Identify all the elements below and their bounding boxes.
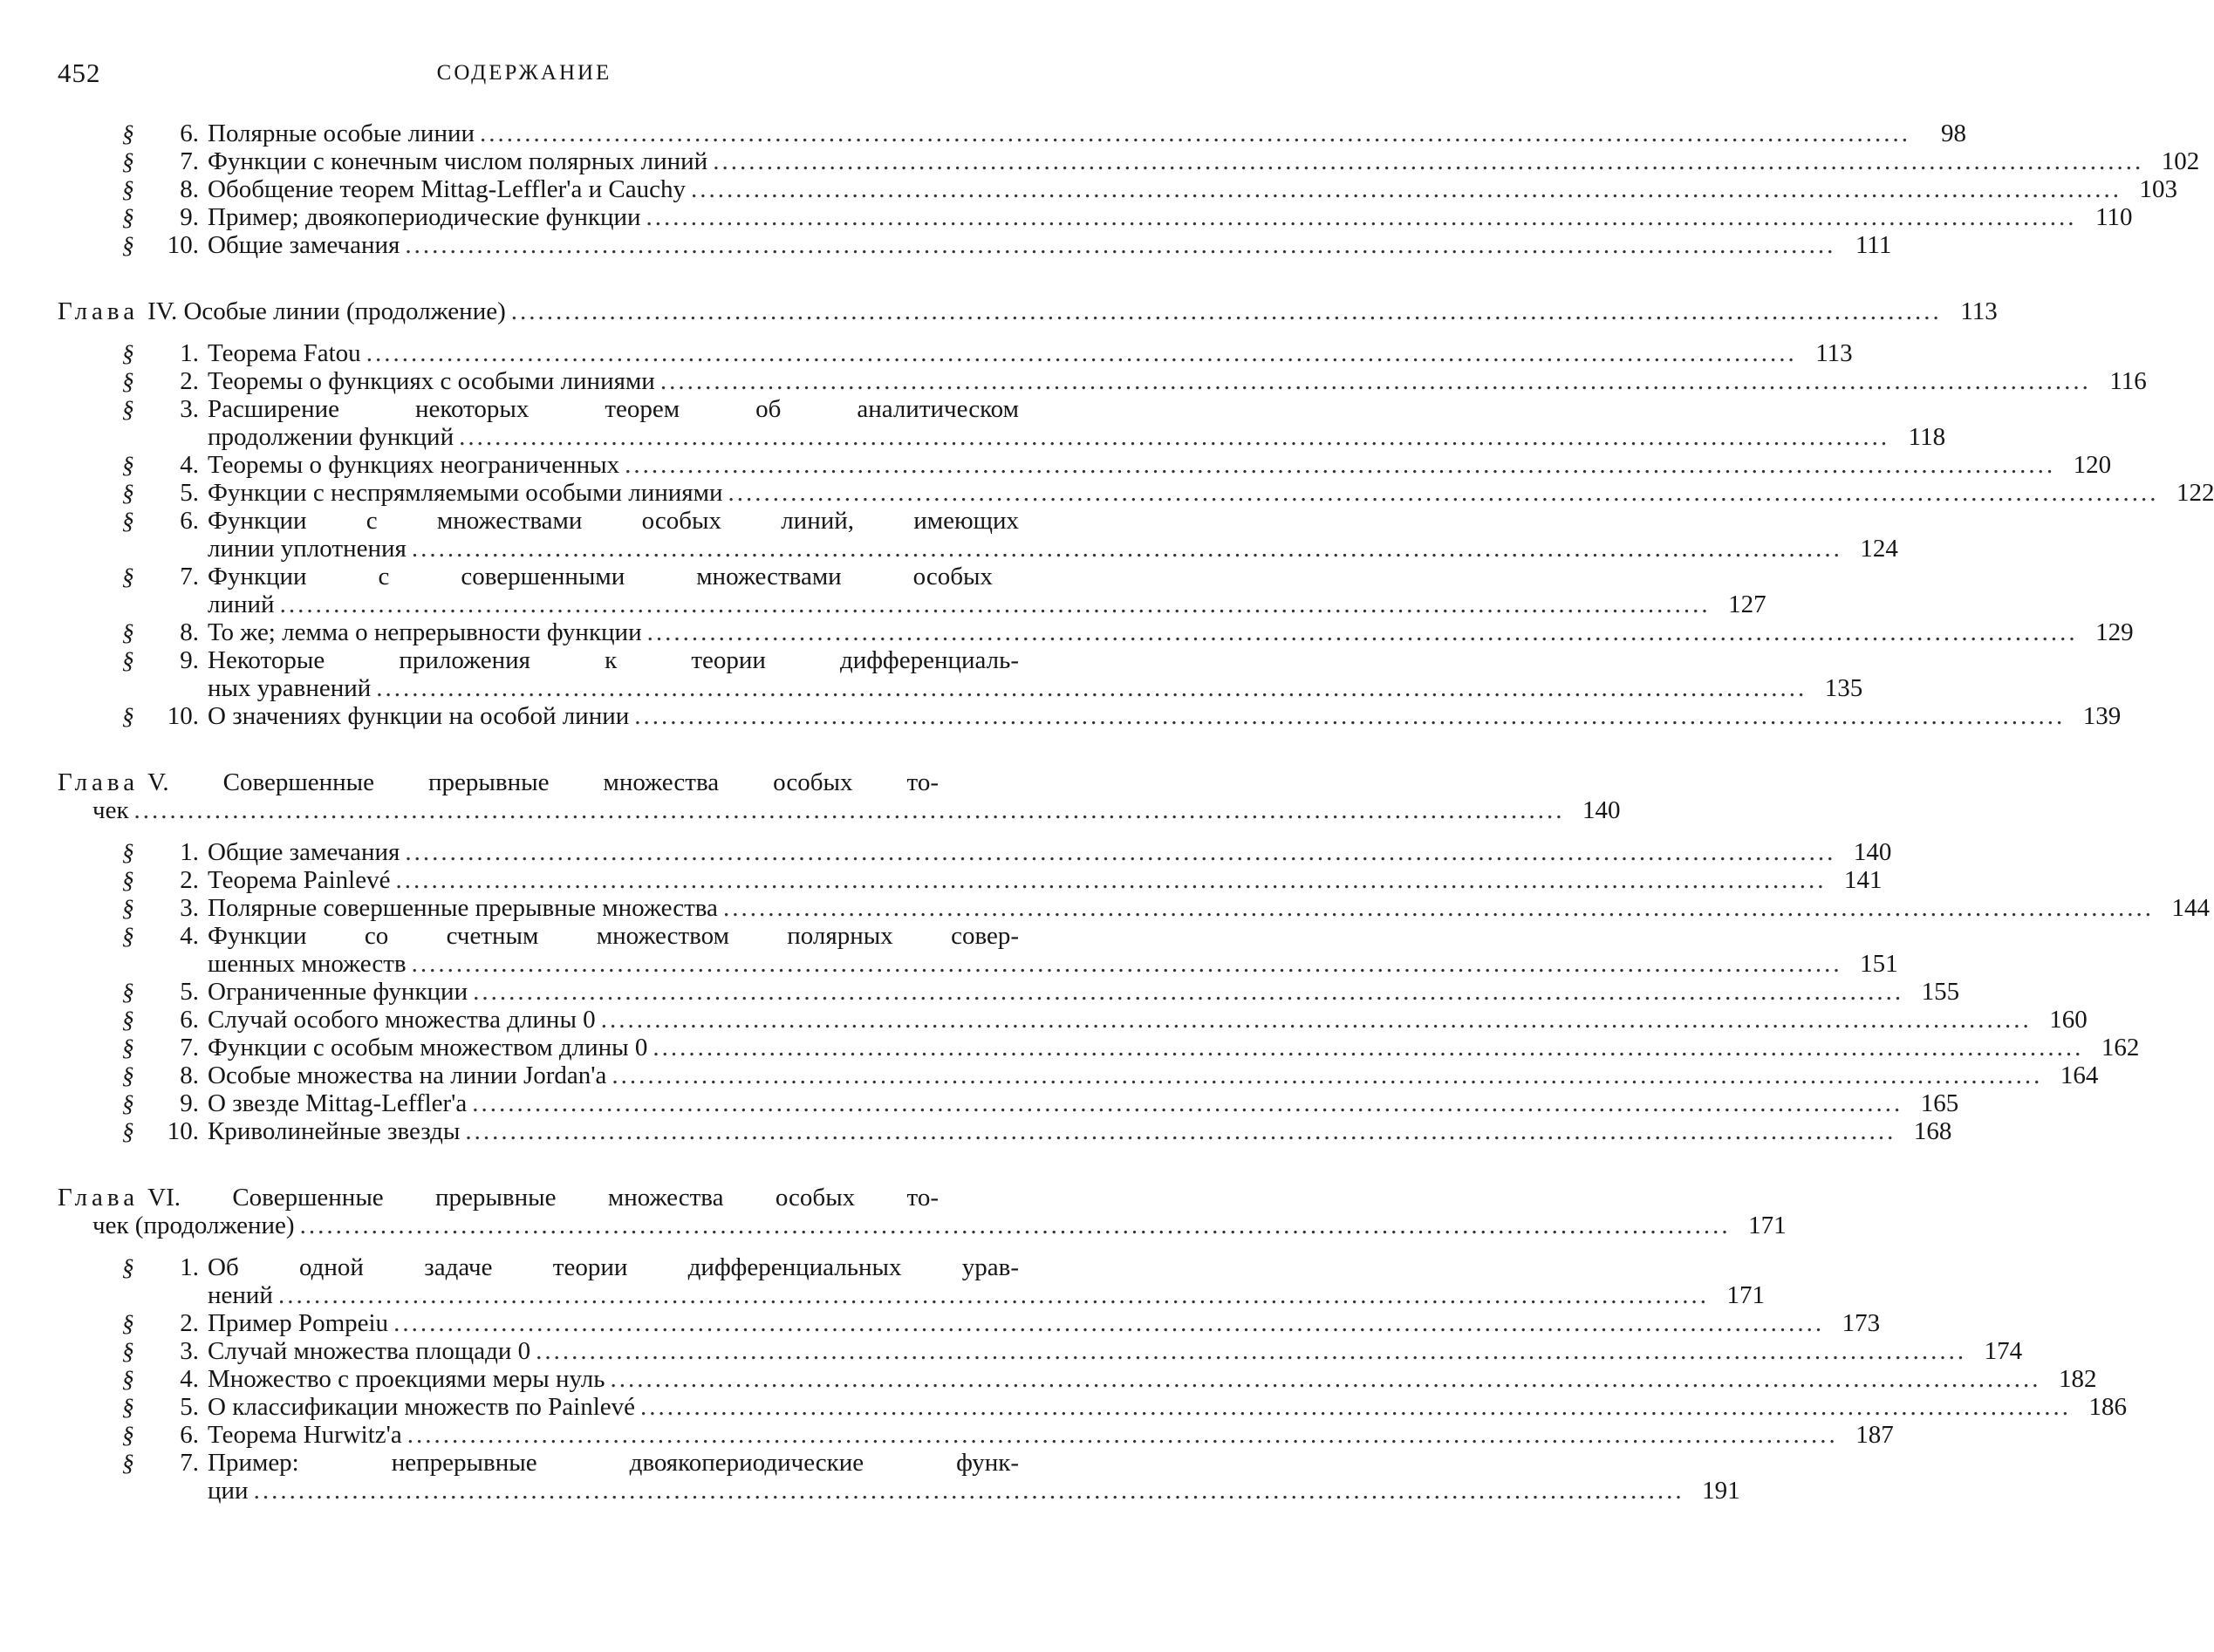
section-title: Теоремы о функциях неограниченных bbox=[208, 451, 620, 479]
section-title-line-1: Функции с множествами особых линий, имеющих bbox=[208, 507, 1019, 535]
toc-entry bbox=[58, 646, 1863, 702]
section-sign: § bbox=[122, 204, 134, 230]
section-sign: § bbox=[122, 979, 134, 1005]
section-number: 1. bbox=[180, 1253, 199, 1281]
leader-dots: ................................................................................................................................................................ bbox=[625, 451, 2056, 479]
section-number: 2. bbox=[180, 367, 199, 395]
chapter-word: Глава bbox=[58, 1184, 140, 1212]
chapter-title-line-2: чек bbox=[92, 796, 129, 824]
section-number: 9. bbox=[180, 1089, 199, 1117]
section-title-line-2: продолжении функций bbox=[208, 423, 454, 451]
page-ref: 102 bbox=[2161, 147, 2200, 175]
chapter-title: IV. Особые линии (продолжение) bbox=[147, 297, 506, 325]
section-title-line-2: линии уплотнения bbox=[208, 535, 407, 563]
section-title: Криволинейные звезды bbox=[208, 1117, 461, 1145]
section-number: 7. bbox=[180, 147, 199, 175]
leader-dots: ................................................................................................................................................................ bbox=[411, 950, 1842, 978]
toc-entry bbox=[58, 1062, 2099, 1089]
page-ref: 164 bbox=[2060, 1062, 2099, 1089]
page-ref: 191 bbox=[1702, 1477, 1740, 1505]
section-sign: § bbox=[122, 1007, 134, 1033]
toc-entry bbox=[58, 339, 1853, 367]
section-title: Обобщение теорем Mittag-Leffler'a и Cauchy bbox=[208, 175, 686, 203]
section-number: 7. bbox=[180, 563, 199, 590]
page-ref: 140 bbox=[1582, 796, 1621, 824]
page-header bbox=[58, 58, 991, 96]
section-sign: § bbox=[122, 508, 134, 534]
section-title-line-1: Расширение некоторых теорем об аналитическом bbox=[208, 395, 1019, 423]
leader-dots: ................................................................................................................................................................ bbox=[411, 535, 1842, 563]
section-number: 10. bbox=[167, 231, 199, 259]
leader-dots: ................................................................................................................................................................ bbox=[640, 1393, 2072, 1421]
page-ref: 155 bbox=[1921, 978, 1960, 1006]
section-number: 3. bbox=[180, 395, 199, 423]
section-title: Общие замечания bbox=[208, 231, 400, 259]
page-ref: 165 bbox=[1920, 1089, 1959, 1117]
section-sign: § bbox=[122, 1394, 134, 1420]
page-ref: 122 bbox=[2176, 479, 2214, 507]
page-ref: 171 bbox=[1748, 1212, 1787, 1239]
toc-entry bbox=[58, 147, 2200, 175]
section-number: 7. bbox=[180, 1449, 199, 1477]
page-ref: 144 bbox=[2171, 894, 2210, 922]
leader-dots: ................................................................................................................................................................ bbox=[536, 1337, 1967, 1365]
section-title-line-1: Функции со счетным множеством полярных совер- bbox=[208, 922, 1019, 950]
toc-entry bbox=[58, 1006, 2088, 1034]
table-of-contents bbox=[58, 119, 2214, 1505]
leader-dots: ................................................................................................................................................................ bbox=[646, 203, 2077, 231]
leader-dots: ................................................................................................................................................................ bbox=[395, 866, 1827, 894]
section-title-line-2: нений bbox=[208, 1281, 273, 1309]
section-title-line-2: ции bbox=[208, 1477, 249, 1505]
toc-entry bbox=[58, 231, 1892, 259]
chapter-title-line-2: чек (продолжение) bbox=[92, 1212, 295, 1239]
page-ref: 111 bbox=[1855, 231, 1892, 259]
section-title-line-2: линий bbox=[208, 590, 275, 618]
section-sign: § bbox=[122, 895, 134, 921]
leader-dots: ................................................................................................................................................................ bbox=[405, 231, 1836, 259]
section-sign: § bbox=[122, 563, 134, 590]
section-title: Теорема Fatou bbox=[208, 339, 361, 367]
section-number: 4. bbox=[180, 922, 199, 950]
section-title: Теорема Painlevé bbox=[208, 866, 391, 894]
section-title-line-2: шенных множеств bbox=[208, 950, 407, 978]
chapter-title-line-1: VI. Совершенные прерывные множества особых то- bbox=[147, 1184, 939, 1212]
page-ref: 103 bbox=[2139, 175, 2177, 203]
page-ref: 116 bbox=[2109, 367, 2147, 395]
leader-dots: ................................................................................................................................................................ bbox=[407, 1421, 1838, 1449]
leader-dots: ................................................................................................................................................................ bbox=[299, 1212, 1731, 1239]
leader-dots: ................................................................................................................................................................ bbox=[510, 297, 1942, 325]
section-sign: § bbox=[122, 480, 134, 506]
section-title: Множество с проекциями меры нуль bbox=[208, 1365, 605, 1393]
page-ref: 173 bbox=[1842, 1309, 1881, 1337]
section-sign: § bbox=[122, 1450, 134, 1476]
section-title: Пример Pompeiu bbox=[208, 1309, 389, 1337]
section-title-line-1: Об одной задаче теории дифференциальных урав- bbox=[208, 1253, 1019, 1281]
section-sign: § bbox=[122, 452, 134, 478]
chapter-title-line-1: V. Совершенные прерывные множества особых то- bbox=[147, 768, 939, 796]
page-ref: 141 bbox=[1844, 866, 1883, 894]
section-sign: § bbox=[122, 1118, 134, 1144]
section-title-line-1: Функции с совершенными множествами особых bbox=[208, 563, 993, 590]
page-ref: 129 bbox=[2095, 618, 2134, 646]
toc-entry bbox=[58, 894, 2210, 922]
section-title-line-1: Пример: непрерывные двоякопериодические функ- bbox=[208, 1449, 1019, 1477]
section-sign: § bbox=[122, 703, 134, 729]
section-title: Общие замечания bbox=[208, 838, 400, 866]
chapter-heading bbox=[58, 768, 1621, 824]
toc-entry bbox=[58, 395, 1946, 451]
toc-entry bbox=[58, 1337, 2023, 1365]
page-ref: 113 bbox=[1960, 297, 1998, 325]
section-number: 5. bbox=[180, 479, 199, 507]
toc-entry bbox=[58, 866, 1883, 894]
section-title-line-1: Некоторые приложения к теории дифференциаль- bbox=[208, 646, 1019, 674]
section-title: Функции с неспрямляемыми особыми линиями bbox=[208, 479, 723, 507]
leader-dots: ................................................................................................................................................................ bbox=[480, 119, 1911, 147]
toc-entry bbox=[58, 367, 2147, 395]
leader-dots: ................................................................................................................................................................ bbox=[465, 1117, 1896, 1145]
section-title: О звезде Mittag-Leffler'a bbox=[208, 1089, 468, 1117]
toc-entry bbox=[58, 479, 2214, 507]
section-number: 8. bbox=[180, 175, 199, 203]
toc-entry bbox=[58, 618, 2134, 646]
section-title: То же; лемма о непрерывности функции bbox=[208, 618, 642, 646]
toc-entry bbox=[58, 838, 1892, 866]
toc-entry bbox=[58, 922, 1898, 978]
section-number: 1. bbox=[180, 838, 199, 866]
section-title: Теорема Hurwitz'a bbox=[208, 1421, 402, 1449]
section-sign: § bbox=[122, 923, 134, 949]
section-sign: § bbox=[122, 1422, 134, 1448]
section-number: 2. bbox=[180, 1309, 199, 1337]
leader-dots: ................................................................................................................................................................ bbox=[279, 590, 1711, 618]
section-sign: § bbox=[122, 839, 134, 865]
chapter-3-tail bbox=[58, 119, 2200, 259]
page-ref: 124 bbox=[1860, 535, 1898, 563]
toc-entry bbox=[58, 507, 1898, 563]
section-number: 6. bbox=[180, 1421, 199, 1449]
page-ref: 151 bbox=[1860, 950, 1898, 978]
leader-dots: ................................................................................................................................................................ bbox=[600, 1006, 2032, 1034]
section-number: 6. bbox=[180, 1006, 199, 1034]
chapter-word: Глава bbox=[58, 297, 140, 325]
toc-entry bbox=[58, 1393, 2128, 1421]
section-sign: § bbox=[122, 120, 134, 147]
leader-dots: ................................................................................................................................................................ bbox=[472, 1089, 1903, 1117]
toc-entry bbox=[58, 1034, 2140, 1062]
section-sign: § bbox=[122, 1090, 134, 1116]
section-title: Теоремы о функциях с особыми линиями bbox=[208, 367, 655, 395]
toc-entry bbox=[58, 702, 2122, 730]
page-number: 452 bbox=[58, 58, 101, 88]
page-ref: 162 bbox=[2101, 1034, 2140, 1062]
leader-dots: ................................................................................................................................................................ bbox=[634, 702, 2066, 730]
page-ref: 110 bbox=[2095, 203, 2133, 231]
section-number: 3. bbox=[180, 894, 199, 922]
toc-entry bbox=[58, 203, 2133, 231]
leader-dots: ................................................................................................................................................................ bbox=[646, 618, 2078, 646]
section-sign: § bbox=[122, 1338, 134, 1364]
section-number: 5. bbox=[180, 978, 199, 1006]
section-title: О значениях функции на особой линии bbox=[208, 702, 630, 730]
leader-dots: ................................................................................................................................................................ bbox=[393, 1309, 1825, 1337]
chapter-heading bbox=[58, 1184, 1787, 1239]
leader-dots: ................................................................................................................................................................ bbox=[366, 339, 1797, 367]
section-number: 4. bbox=[180, 1365, 199, 1393]
page-ref: 98 bbox=[1941, 119, 1967, 147]
section-number: 3. bbox=[180, 1337, 199, 1365]
section-title: Особые множества на линии Jordan'a bbox=[208, 1062, 607, 1089]
chapter-heading bbox=[58, 297, 1998, 325]
leader-dots: ................................................................................................................................................................ bbox=[610, 1365, 2041, 1393]
toc-entry bbox=[58, 175, 2177, 203]
page-ref: 113 bbox=[1815, 339, 1853, 367]
section-title: О классификации множеств по Painlevé bbox=[208, 1393, 636, 1421]
section-title: Полярные совершенные прерывные множества bbox=[208, 894, 718, 922]
section-sign: § bbox=[122, 176, 134, 202]
section-sign: § bbox=[122, 867, 134, 893]
section-number: 10. bbox=[167, 1117, 199, 1145]
section-number: 10. bbox=[167, 702, 199, 730]
section-sign: § bbox=[122, 148, 134, 174]
section-title-line-2: ных уравнений bbox=[208, 674, 372, 702]
section-sign: § bbox=[122, 1034, 134, 1061]
section-number: 1. bbox=[180, 339, 199, 367]
section-number: 4. bbox=[180, 451, 199, 479]
section-number: 6. bbox=[180, 507, 199, 535]
section-sign: § bbox=[122, 1254, 134, 1280]
leader-dots: ................................................................................................................................................................ bbox=[612, 1062, 2043, 1089]
toc-entry bbox=[58, 1117, 1952, 1145]
page-ref: 127 bbox=[1728, 590, 1766, 618]
chapter-6 bbox=[58, 1184, 2128, 1505]
section-title: Пример; двоякопериодические функции bbox=[208, 203, 641, 231]
leader-dots: ................................................................................................................................................................ bbox=[277, 1281, 1709, 1309]
toc-entry bbox=[58, 1449, 1740, 1505]
section-number: 2. bbox=[180, 866, 199, 894]
running-title: СОДЕРЖАНИЕ bbox=[436, 61, 612, 85]
leader-dots: ................................................................................................................................................................ bbox=[459, 423, 1890, 451]
page-ref: 182 bbox=[2058, 1365, 2097, 1393]
leader-dots: ................................................................................................................................................................ bbox=[133, 796, 1565, 824]
leader-dots: ................................................................................................................................................................ bbox=[405, 838, 1836, 866]
section-title: Функции с особым множеством длины 0 bbox=[208, 1034, 648, 1062]
leader-dots: ................................................................................................................................................................ bbox=[653, 1034, 2084, 1062]
leader-dots: ................................................................................................................................................................ bbox=[659, 367, 2091, 395]
section-sign: § bbox=[122, 647, 134, 673]
page-ref: 187 bbox=[1855, 1421, 1894, 1449]
section-sign: § bbox=[122, 232, 134, 258]
section-sign: § bbox=[122, 619, 134, 645]
section-number: 8. bbox=[180, 1062, 199, 1089]
section-title: Ограниченные функции bbox=[208, 978, 468, 1006]
page-ref: 118 bbox=[1908, 423, 1946, 451]
section-number: 9. bbox=[180, 646, 199, 674]
section-title: Случай множества площади 0 bbox=[208, 1337, 531, 1365]
leader-dots: ................................................................................................................................................................ bbox=[713, 147, 2144, 175]
chapter-5 bbox=[58, 768, 2210, 1145]
section-sign: § bbox=[122, 1366, 134, 1392]
page-ref: 120 bbox=[2073, 451, 2112, 479]
section-number: 8. bbox=[180, 618, 199, 646]
leader-dots: ................................................................................................................................................................ bbox=[722, 894, 2154, 922]
page-ref: 186 bbox=[2088, 1393, 2128, 1421]
toc-entry bbox=[58, 1253, 1765, 1309]
toc-entry bbox=[58, 1365, 2097, 1393]
leader-dots: ................................................................................................................................................................ bbox=[728, 479, 2159, 507]
page-ref: 160 bbox=[2049, 1006, 2088, 1034]
section-sign: § bbox=[122, 368, 134, 394]
section-title: Случай особого множества длины 0 bbox=[208, 1006, 596, 1034]
section-sign: § bbox=[122, 1062, 134, 1089]
leader-dots: ................................................................................................................................................................ bbox=[690, 175, 2122, 203]
leader-dots: ................................................................................................................................................................ bbox=[253, 1477, 1684, 1505]
toc-entry bbox=[58, 563, 1766, 618]
section-number: 9. bbox=[180, 203, 199, 231]
page-ref: 140 bbox=[1853, 838, 1892, 866]
section-number: 5. bbox=[180, 1393, 199, 1421]
toc-entry bbox=[58, 978, 1960, 1006]
leader-dots: ................................................................................................................................................................ bbox=[376, 674, 1807, 702]
page-ref: 135 bbox=[1824, 674, 1863, 702]
section-title: Функции с конечным числом полярных линий bbox=[208, 147, 708, 175]
chapter-word: Глава bbox=[58, 768, 140, 796]
section-title: Полярные особые линии bbox=[208, 119, 475, 147]
toc-entry bbox=[58, 1089, 1959, 1117]
section-sign: § bbox=[122, 1310, 134, 1336]
section-sign: § bbox=[122, 340, 134, 366]
page-ref: 168 bbox=[1913, 1117, 1952, 1145]
chapter-4 bbox=[58, 297, 2214, 730]
section-sign: § bbox=[122, 396, 134, 422]
toc-entry bbox=[58, 119, 1967, 147]
leader-dots: ................................................................................................................................................................ bbox=[473, 978, 1904, 1006]
section-number: 6. bbox=[180, 119, 199, 147]
toc-entry bbox=[58, 1421, 1894, 1449]
toc-entry bbox=[58, 451, 2112, 479]
page-ref: 139 bbox=[2082, 702, 2122, 730]
toc-entry bbox=[58, 1309, 1881, 1337]
section-number: 7. bbox=[180, 1034, 199, 1062]
page-ref: 171 bbox=[1726, 1281, 1765, 1309]
page-ref: 174 bbox=[1984, 1337, 2023, 1365]
